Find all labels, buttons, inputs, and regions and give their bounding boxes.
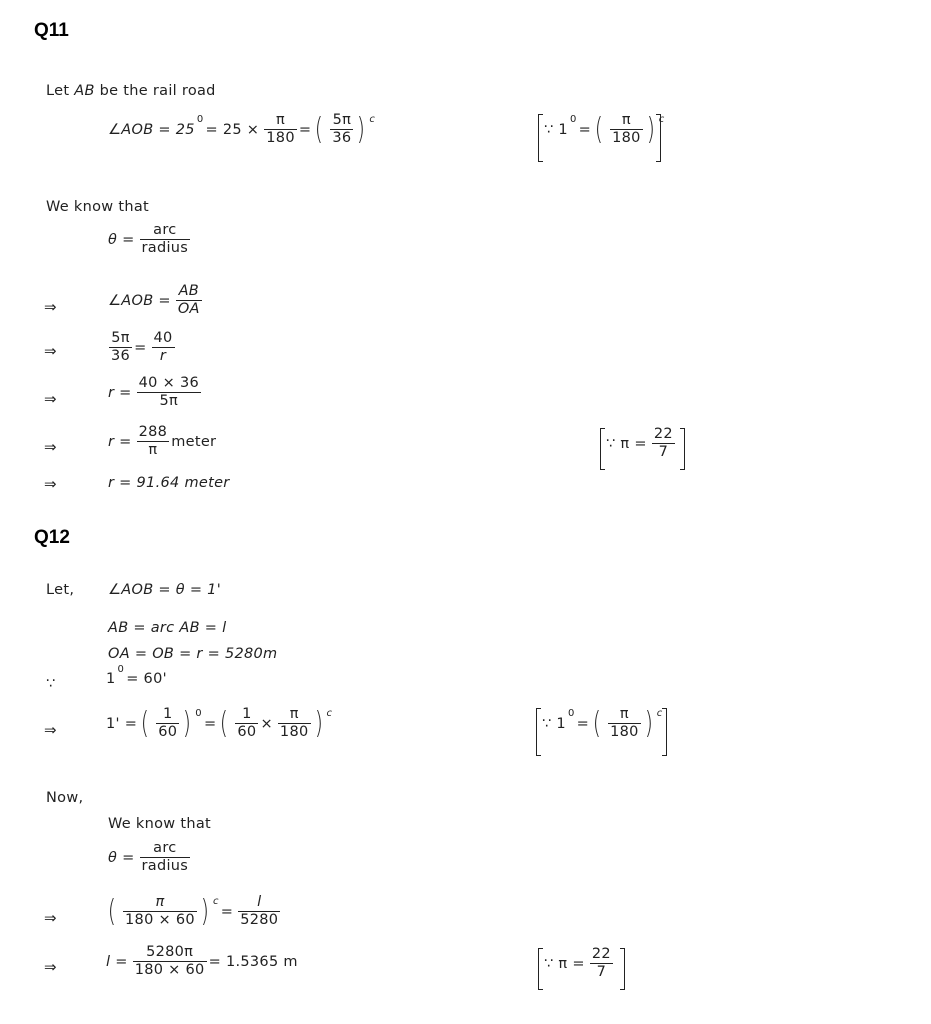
q11-intro xyxy=(46,84,216,99)
q12-because-degree: ∵ 1 0 = ( $\frac{\pi}{180}$ ) c xyxy=(542,705,663,741)
bracket-right xyxy=(680,428,685,470)
oa-ob-r: OA = OB = r = 5280m xyxy=(108,646,278,662)
pi-over-180: $\frac{\pi}{180}$ xyxy=(612,112,641,147)
ab-over-oa: $\frac{AB}{OA}$ xyxy=(177,283,200,318)
implies-arrow: ⇒ xyxy=(44,342,57,360)
bracket-left xyxy=(538,948,543,990)
implies-arrow: ⇒ xyxy=(44,721,57,739)
bracket-right xyxy=(620,948,625,990)
because-one: ∵ 1 xyxy=(544,121,568,138)
implies-arrow: ⇒ xyxy=(44,438,57,456)
q11-final-answer: r = 91.64 meter xyxy=(108,475,230,491)
degree-to-minutes: 1 0 = 60' xyxy=(106,663,167,687)
bracket-left xyxy=(538,114,543,162)
we-know-that: We know that xyxy=(46,199,149,215)
intro-text: Let xyxy=(46,83,75,99)
pi-approximation: ∵ π = $\frac{22}{7}$ xyxy=(606,426,673,461)
bracket-left xyxy=(600,428,605,470)
implies-arrow: ⇒ xyxy=(44,475,57,493)
let-label: Let, xyxy=(46,582,75,598)
because-symbol: ∵ xyxy=(46,676,56,692)
implies-arrow: ⇒ xyxy=(44,298,57,316)
angle-aob-25: ∠AOB = 25 xyxy=(108,121,195,138)
r-expression: r = $\frac{40 \times 36}{5\pi}$ xyxy=(108,375,199,410)
q11-heading: Q11 xyxy=(34,20,69,41)
theta-formula: θ = $\frac{\text{arc}}{\text{radius}}$ xyxy=(108,222,189,257)
pi-over-10800-step: ( $\frac{\pi}{180 \times 60}$ ) c = $\frac{l}{5280}$ xyxy=(107,893,279,929)
degree-sign: 0 xyxy=(196,114,204,126)
now-label: Now, xyxy=(46,790,84,806)
eq-25-times: = 25 × xyxy=(205,121,260,138)
q12-final-answer: l = $\frac{5280\pi}{180 \times 60}$ = 1.5365 m xyxy=(106,944,298,979)
implies-arrow: ⇒ xyxy=(44,909,57,927)
equals: = xyxy=(298,121,312,138)
we-know-that-2: We know that xyxy=(108,816,211,832)
bracket-right xyxy=(662,708,667,756)
radian-c: c xyxy=(369,114,376,126)
angle-theta-one-minute: ∠AOB = θ = 1' xyxy=(108,582,221,598)
one-minute-conversion: 1' = ( $\frac{1}{60}$ ) 0 = ( $\frac{1}{60}$ × $\frac{\pi}{180}$ ) c xyxy=(106,705,333,741)
q11-because-degree: ∵ 1 0 = ( $\frac{\pi}{180}$ ) c xyxy=(544,111,665,147)
ab-arc-l: AB = arc AB = l xyxy=(108,620,227,636)
intro-ab: AB xyxy=(74,83,95,99)
implies-arrow: ⇒ xyxy=(44,958,57,976)
arc-over-radius: $\frac{\text{arc}}{\text{radius}}$ xyxy=(141,222,189,257)
pi-over-180: $\frac{\pi}{180}$ xyxy=(266,112,295,147)
pi-approximation-2: ∵ π = $\frac{22}{7}$ xyxy=(544,946,611,981)
angle-ab-oa: ∠AOB = $\frac{AB}{OA}$ xyxy=(108,283,200,318)
proportion-step: $\frac{5\pi}{36}$ = $\frac{40}{r}$ xyxy=(111,330,173,365)
q11-angle-conversion: ∠AOB = 25 0 = 25 × $\frac{\pi}{180}$ = ( $\frac{5\pi}{36}$ ) c xyxy=(108,111,376,147)
intro-text-end: be the rail road xyxy=(94,83,216,99)
theta-formula-2: θ = $\frac{\text{arc}}{\text{radius}}$ xyxy=(108,840,189,875)
implies-arrow: ⇒ xyxy=(44,390,57,408)
q12-heading: Q12 xyxy=(34,527,70,548)
r-288-over-pi: r = $\frac{288}{\pi}$ meter xyxy=(108,424,217,459)
bracket-left xyxy=(536,708,541,756)
bracket-right xyxy=(656,114,661,162)
five-pi-over-36: $\frac{5\pi}{36}$ xyxy=(332,112,352,147)
